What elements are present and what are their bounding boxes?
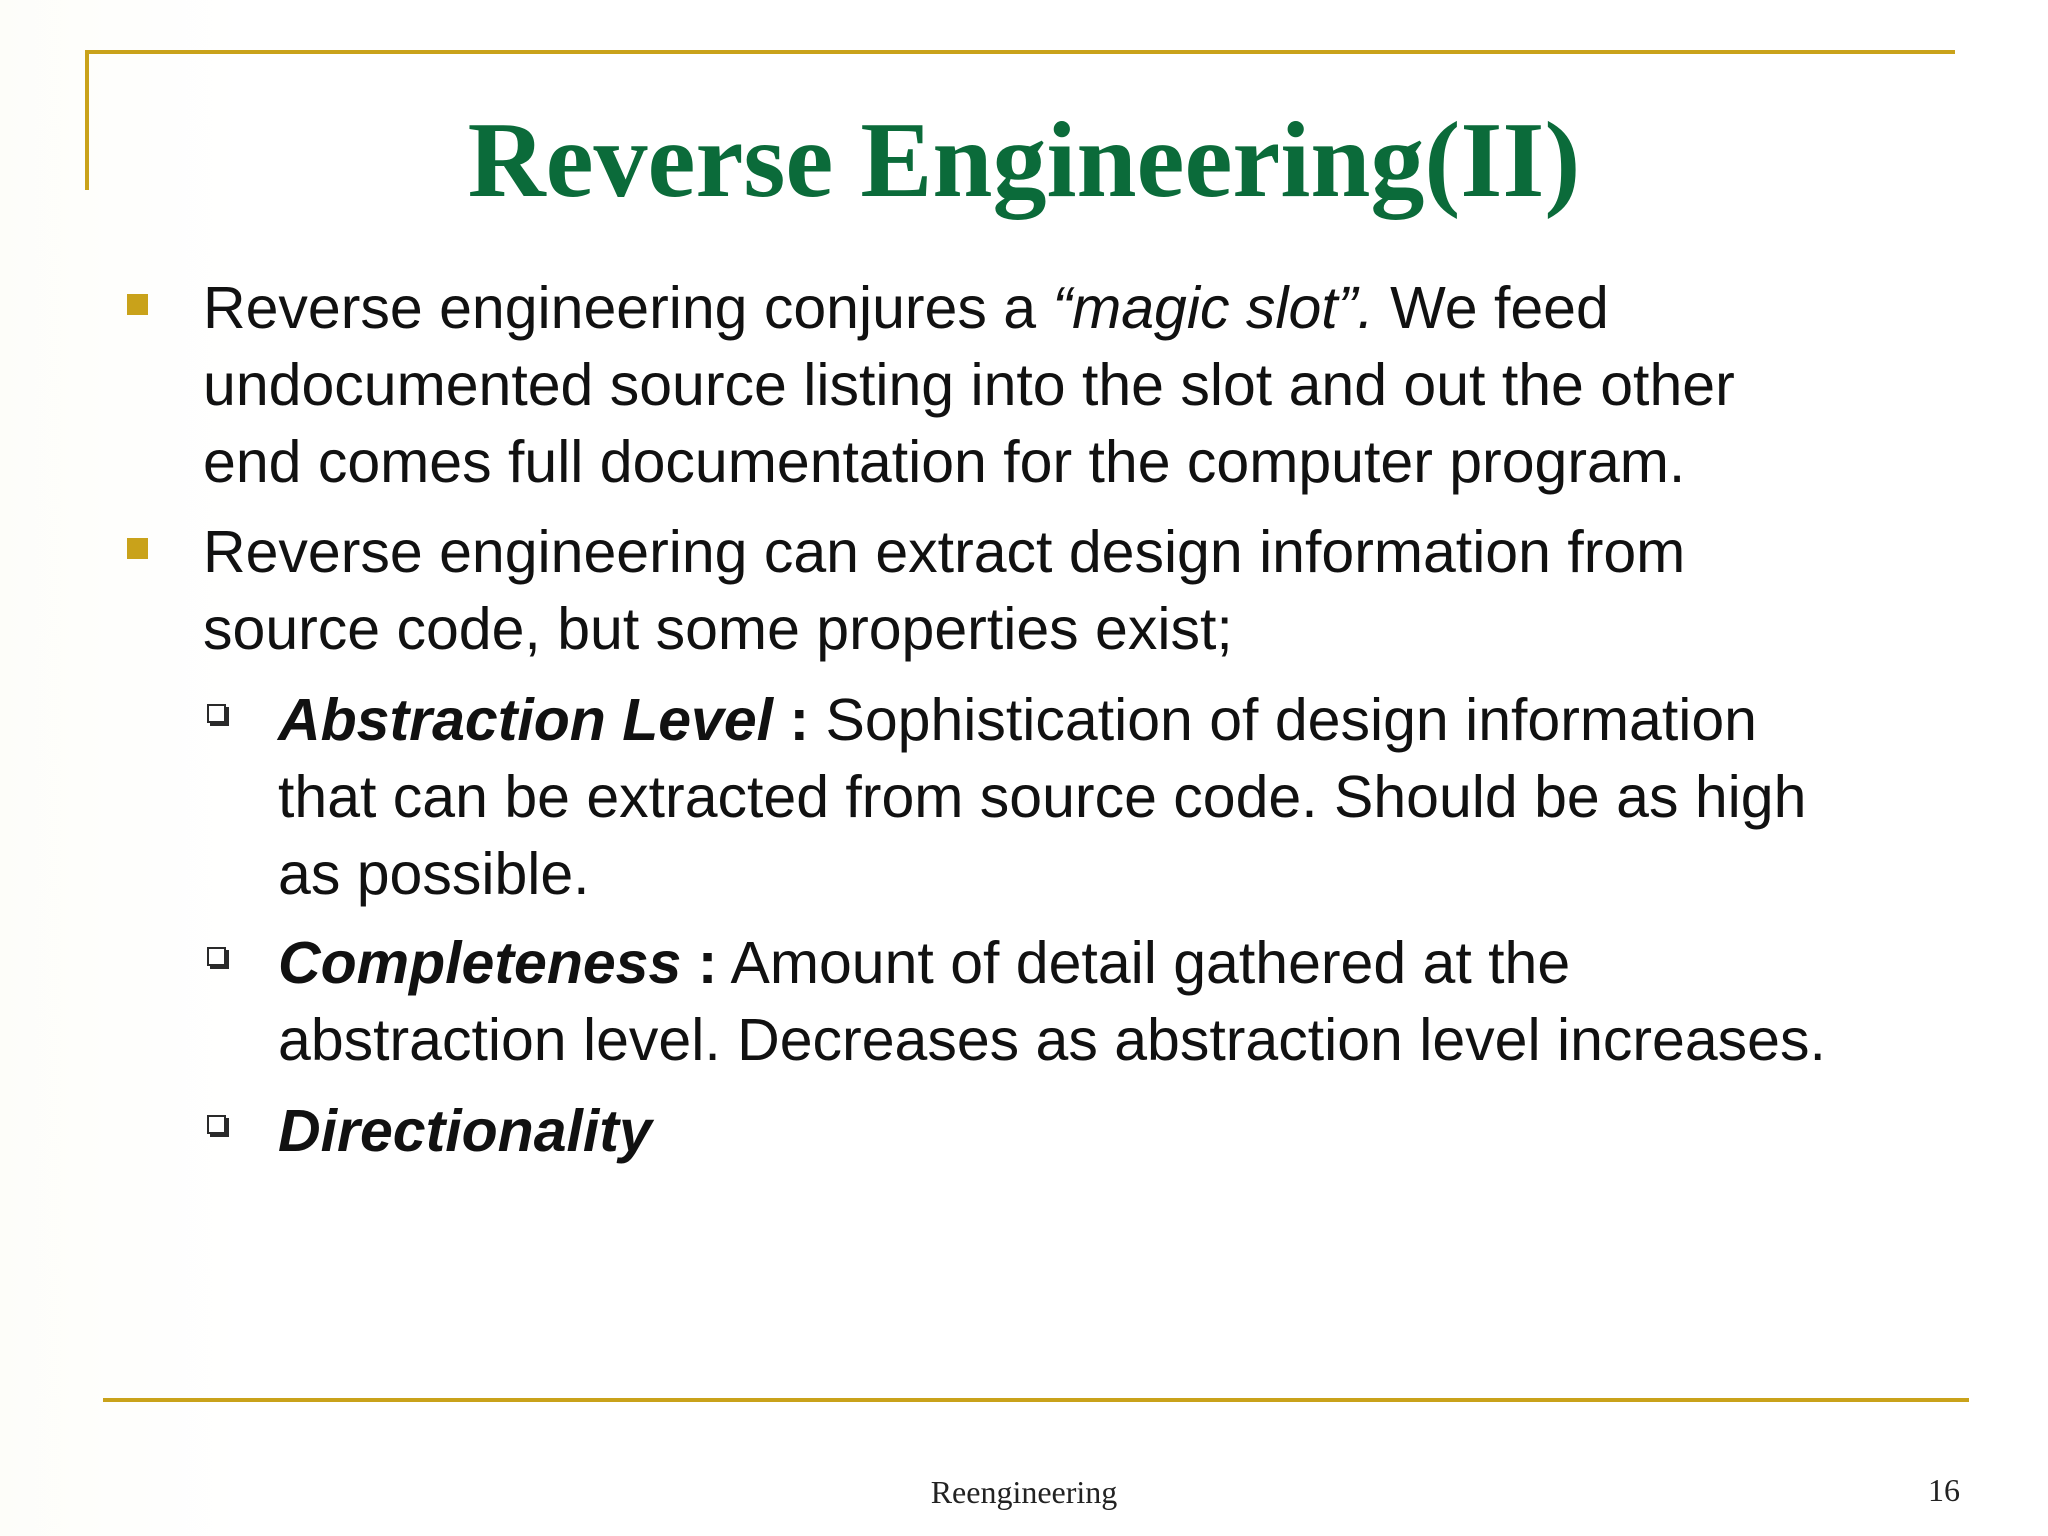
square-bullet-icon (127, 538, 148, 559)
sub-bullet-2-line-2: abstraction level. Decreases as abstraction level increases. (278, 1007, 1826, 1073)
bottom-rule (103, 1398, 1969, 1402)
square-bullet-icon (127, 294, 148, 315)
bullet-1-line-1: Reverse engineering conjures a “magic slot”. We feed (203, 275, 1609, 341)
sub-bullet-directionality (278, 1093, 2038, 1170)
sub-bullet-1-line-1: Abstraction Level : Sophistication of design information (278, 687, 1757, 753)
bullet-1 (203, 270, 1963, 501)
slide-title: Reverse Engineering(II) (467, 101, 1581, 220)
hollow-square-bullet-icon (207, 1115, 226, 1134)
footer-title: Reengineering (930, 1474, 1118, 1510)
hollow-square-bullet-icon (207, 947, 226, 966)
sub-bullet-abstraction-level (278, 682, 2038, 913)
sub-bullet-1-line-2: that can be extracted from source code. Should be as high (278, 764, 1807, 830)
bullet-2-line-1: Reverse engineering can extract design information from (203, 519, 1686, 585)
sub-bullet-3-line-1: Directionality (278, 1098, 652, 1164)
sub-bullet-1-line-3: as possible. (278, 841, 590, 907)
page-number: 16 (1928, 1472, 1960, 1508)
bullet-1-line-2: undocumented source listing into the slot and out the other (203, 352, 1735, 418)
bullet-2 (203, 514, 1963, 668)
sub-bullet-completeness (278, 925, 2038, 1079)
bullet-1-line-3: end comes full documentation for the computer program. (203, 429, 1686, 495)
bullet-2-line-2: source code, but some properties exist; (203, 596, 1233, 662)
hollow-square-bullet-icon (207, 704, 226, 723)
sub-bullet-2-line-1: Completeness : Amount of detail gathered at the (278, 930, 1571, 996)
